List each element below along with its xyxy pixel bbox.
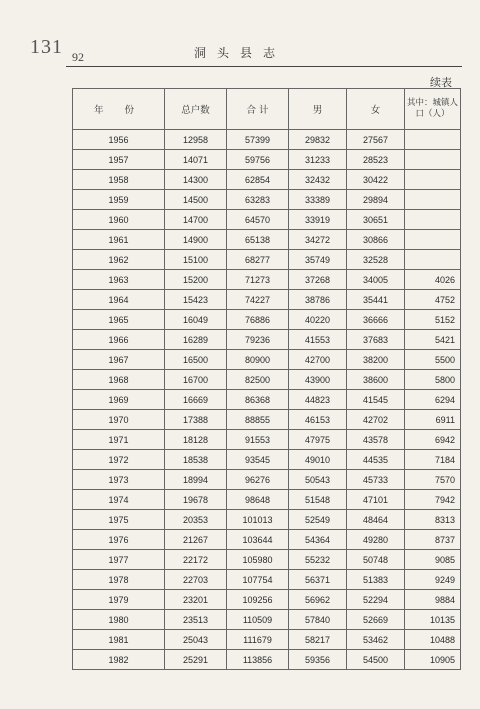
cell-male: 44823 [289, 390, 347, 410]
cell-total: 98648 [227, 490, 289, 510]
cell-households: 25291 [165, 650, 227, 670]
cell-male: 49010 [289, 450, 347, 470]
cell-year: 1958 [73, 170, 165, 190]
cell-households: 18128 [165, 430, 227, 450]
cell-total: 79236 [227, 330, 289, 350]
cell-urban [405, 250, 461, 270]
col-header-households: 总户数 [165, 89, 227, 130]
cell-total: 62854 [227, 170, 289, 190]
table-row [73, 150, 461, 170]
cell-year: 1980 [73, 610, 165, 630]
cell-urban [405, 150, 461, 170]
cell-male: 51548 [289, 490, 347, 510]
cell-urban [405, 190, 461, 210]
cell-year: 1957 [73, 150, 165, 170]
cell-households: 14900 [165, 230, 227, 250]
table-row [73, 290, 461, 310]
table-row [73, 190, 461, 210]
table-row [73, 370, 461, 390]
cell-female: 27567 [347, 130, 405, 150]
table-row [73, 610, 461, 630]
cell-male: 40220 [289, 310, 347, 330]
cell-male: 32432 [289, 170, 347, 190]
cell-female: 50748 [347, 550, 405, 570]
cell-male: 47975 [289, 430, 347, 450]
cell-year: 1967 [73, 350, 165, 370]
cell-female: 54500 [347, 650, 405, 670]
cell-female: 35441 [347, 290, 405, 310]
cell-total: 96276 [227, 470, 289, 490]
cell-year: 1979 [73, 590, 165, 610]
cell-total: 64570 [227, 210, 289, 230]
cell-female: 36666 [347, 310, 405, 330]
cell-male: 35749 [289, 250, 347, 270]
cell-male: 38786 [289, 290, 347, 310]
cell-total: 65138 [227, 230, 289, 250]
cell-urban: 7942 [405, 490, 461, 510]
table-row [73, 410, 461, 430]
cell-male: 59356 [289, 650, 347, 670]
table-row [73, 550, 461, 570]
cell-total: 80900 [227, 350, 289, 370]
continued-label: 续表 [430, 76, 452, 89]
cell-male: 52549 [289, 510, 347, 530]
cell-households: 12958 [165, 130, 227, 150]
cell-households: 15200 [165, 270, 227, 290]
table-header-row [73, 89, 461, 130]
cell-total: 74227 [227, 290, 289, 310]
cell-total: 101013 [227, 510, 289, 530]
col-header-female: 女 [347, 89, 405, 130]
col-header-total: 合 计 [227, 89, 289, 130]
cell-urban: 7570 [405, 470, 461, 490]
cell-male: 34272 [289, 230, 347, 250]
table-row [73, 590, 461, 610]
cell-female: 53462 [347, 630, 405, 650]
header-rule [66, 66, 462, 67]
cell-male: 56371 [289, 570, 347, 590]
cell-urban: 6294 [405, 390, 461, 410]
cell-male: 33389 [289, 190, 347, 210]
table-row [73, 430, 461, 450]
cell-female: 42702 [347, 410, 405, 430]
table-row [73, 230, 461, 250]
cell-households: 18994 [165, 470, 227, 490]
table-row [73, 250, 461, 270]
cell-total: 111679 [227, 630, 289, 650]
cell-year: 1961 [73, 230, 165, 250]
cell-total: 63283 [227, 190, 289, 210]
cell-male: 50543 [289, 470, 347, 490]
cell-households: 22172 [165, 550, 227, 570]
cell-urban: 9249 [405, 570, 461, 590]
cell-year: 1963 [73, 270, 165, 290]
cell-total: 71273 [227, 270, 289, 290]
cell-households: 16500 [165, 350, 227, 370]
cell-urban: 6911 [405, 410, 461, 430]
cell-female: 47101 [347, 490, 405, 510]
cell-households: 14500 [165, 190, 227, 210]
cell-year: 1976 [73, 530, 165, 550]
cell-male: 57840 [289, 610, 347, 630]
cell-urban [405, 170, 461, 190]
cell-female: 32528 [347, 250, 405, 270]
table-row [73, 170, 461, 190]
cell-urban: 6942 [405, 430, 461, 450]
cell-male: 42700 [289, 350, 347, 370]
population-table [72, 88, 461, 670]
cell-female: 45733 [347, 470, 405, 490]
cell-urban [405, 130, 461, 150]
table-row [73, 510, 461, 530]
cell-female: 38200 [347, 350, 405, 370]
cell-year: 1968 [73, 370, 165, 390]
cell-households: 20353 [165, 510, 227, 530]
cell-total: 59756 [227, 150, 289, 170]
cell-households: 16669 [165, 390, 227, 410]
cell-households: 18538 [165, 450, 227, 470]
table-row [73, 330, 461, 350]
col-header-year: 年 份 [73, 89, 165, 130]
table-row [73, 130, 461, 150]
table-row [73, 630, 461, 650]
cell-households: 15100 [165, 250, 227, 270]
cell-female: 48464 [347, 510, 405, 530]
cell-urban [405, 230, 461, 250]
cell-households: 23513 [165, 610, 227, 630]
handwritten-page-mark: 131 [30, 36, 63, 58]
cell-female: 29894 [347, 190, 405, 210]
cell-year: 1978 [73, 570, 165, 590]
cell-male: 41553 [289, 330, 347, 350]
table-row [73, 390, 461, 410]
cell-female: 52669 [347, 610, 405, 630]
cell-year: 1960 [73, 210, 165, 230]
cell-female: 34005 [347, 270, 405, 290]
cell-year: 1965 [73, 310, 165, 330]
cell-year: 1966 [73, 330, 165, 350]
cell-total: 88855 [227, 410, 289, 430]
table-row [73, 210, 461, 230]
book-title: 洞头县志 [193, 46, 286, 60]
cell-total: 113856 [227, 650, 289, 670]
cell-total: 93545 [227, 450, 289, 470]
cell-households: 16289 [165, 330, 227, 350]
cell-total: 76886 [227, 310, 289, 330]
cell-urban: 7184 [405, 450, 461, 470]
cell-urban: 9884 [405, 590, 461, 610]
cell-total: 110509 [227, 610, 289, 630]
cell-urban [405, 210, 461, 230]
cell-female: 49280 [347, 530, 405, 550]
cell-year: 1964 [73, 290, 165, 310]
cell-female: 38600 [347, 370, 405, 390]
cell-total: 103644 [227, 530, 289, 550]
cell-urban: 4752 [405, 290, 461, 310]
cell-year: 1972 [73, 450, 165, 470]
cell-female: 30422 [347, 170, 405, 190]
cell-urban: 8737 [405, 530, 461, 550]
col-header-urban: 其中：城镇人口（人） [405, 89, 461, 130]
cell-households: 14071 [165, 150, 227, 170]
cell-male: 33919 [289, 210, 347, 230]
cell-households: 14300 [165, 170, 227, 190]
cell-total: 109256 [227, 590, 289, 610]
cell-year: 1977 [73, 550, 165, 570]
cell-total: 57399 [227, 130, 289, 150]
cell-urban: 4026 [405, 270, 461, 290]
cell-households: 14700 [165, 210, 227, 230]
col-header-male: 男 [289, 89, 347, 130]
cell-male: 43900 [289, 370, 347, 390]
cell-year: 1969 [73, 390, 165, 410]
cell-female: 28523 [347, 150, 405, 170]
cell-female: 30651 [347, 210, 405, 230]
cell-total: 107754 [227, 570, 289, 590]
table-row [73, 490, 461, 510]
cell-total: 68277 [227, 250, 289, 270]
table-row [73, 530, 461, 550]
cell-male: 37268 [289, 270, 347, 290]
cell-total: 105980 [227, 550, 289, 570]
cell-female: 52294 [347, 590, 405, 610]
cell-male: 46153 [289, 410, 347, 430]
cell-year: 1974 [73, 490, 165, 510]
cell-total: 86368 [227, 390, 289, 410]
table-row [73, 650, 461, 670]
table-row [73, 470, 461, 490]
table-row [73, 310, 461, 330]
cell-total: 91553 [227, 430, 289, 450]
table-row [73, 350, 461, 370]
table-row [73, 270, 461, 290]
cell-year: 1981 [73, 630, 165, 650]
cell-female: 51383 [347, 570, 405, 590]
cell-urban: 5500 [405, 350, 461, 370]
cell-male: 31233 [289, 150, 347, 170]
cell-male: 56962 [289, 590, 347, 610]
cell-female: 43578 [347, 430, 405, 450]
cell-households: 17388 [165, 410, 227, 430]
table-row [73, 570, 461, 590]
cell-year: 1962 [73, 250, 165, 270]
cell-urban: 5421 [405, 330, 461, 350]
cell-urban: 5152 [405, 310, 461, 330]
cell-female: 44535 [347, 450, 405, 470]
cell-female: 37683 [347, 330, 405, 350]
table-row [73, 450, 461, 470]
cell-year: 1956 [73, 130, 165, 150]
cell-households: 25043 [165, 630, 227, 650]
cell-urban: 5800 [405, 370, 461, 390]
cell-urban: 10905 [405, 650, 461, 670]
cell-households: 23201 [165, 590, 227, 610]
cell-year: 1971 [73, 430, 165, 450]
cell-urban: 8313 [405, 510, 461, 530]
cell-households: 21267 [165, 530, 227, 550]
cell-female: 41545 [347, 390, 405, 410]
cell-male: 54364 [289, 530, 347, 550]
cell-urban: 10135 [405, 610, 461, 630]
page-number: 92 [72, 50, 84, 64]
cell-year: 1975 [73, 510, 165, 530]
cell-male: 29832 [289, 130, 347, 150]
cell-households: 16700 [165, 370, 227, 390]
cell-households: 22703 [165, 570, 227, 590]
cell-female: 30866 [347, 230, 405, 250]
cell-year: 1959 [73, 190, 165, 210]
cell-male: 58217 [289, 630, 347, 650]
cell-year: 1970 [73, 410, 165, 430]
cell-households: 19678 [165, 490, 227, 510]
cell-urban: 10488 [405, 630, 461, 650]
cell-households: 15423 [165, 290, 227, 310]
cell-year: 1973 [73, 470, 165, 490]
cell-total: 82500 [227, 370, 289, 390]
cell-male: 55232 [289, 550, 347, 570]
cell-urban: 9085 [405, 550, 461, 570]
cell-households: 16049 [165, 310, 227, 330]
cell-year: 1982 [73, 650, 165, 670]
